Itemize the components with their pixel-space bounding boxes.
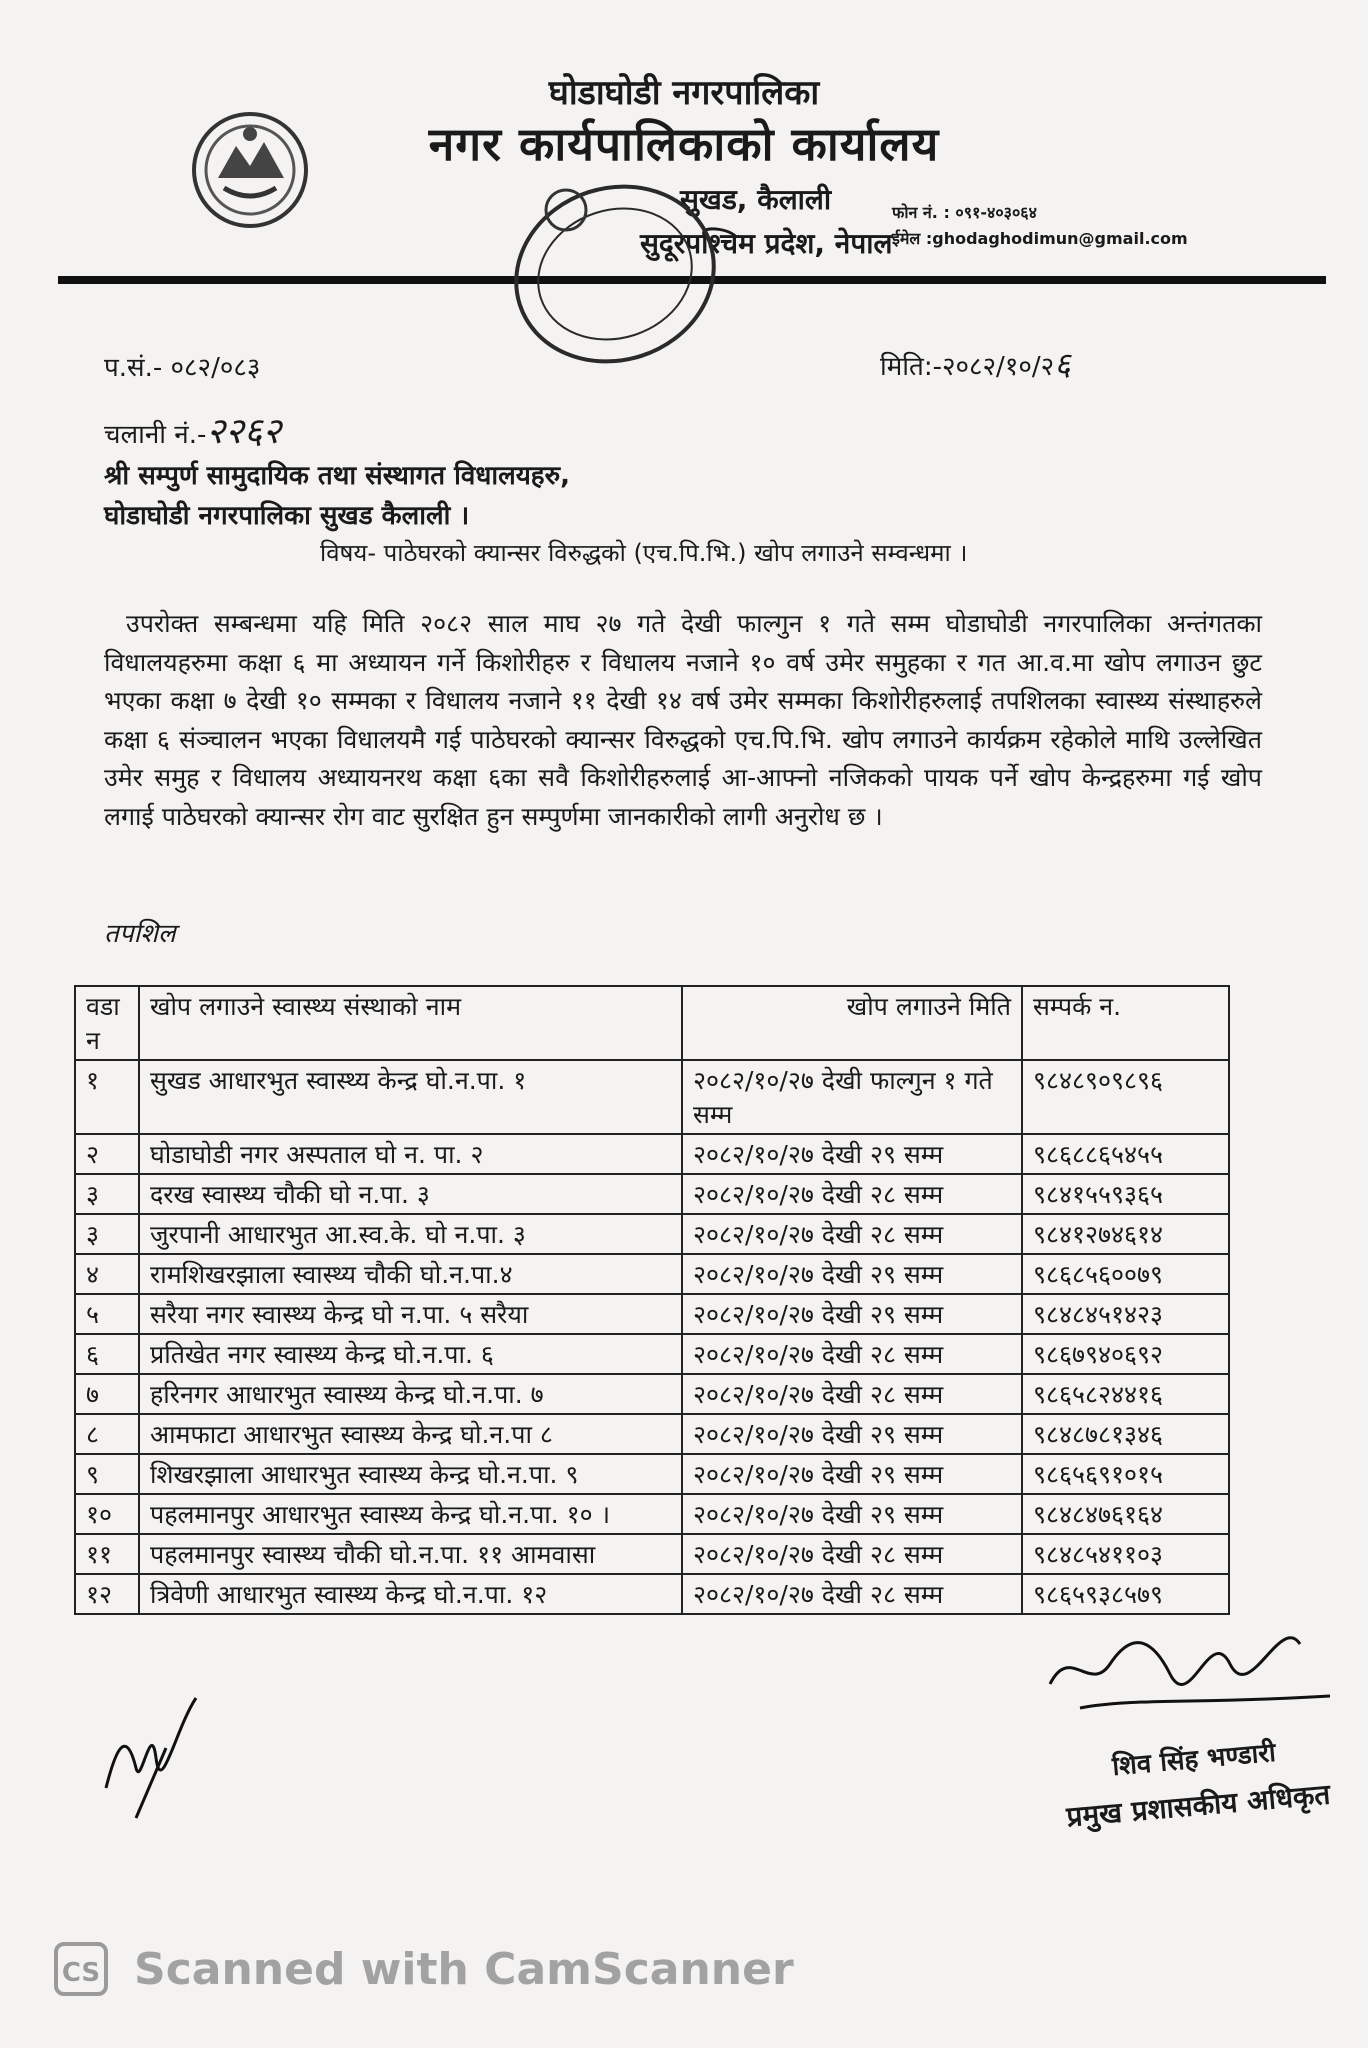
date-cell: २०८२/१०/२७ देखी २८ सम्म	[682, 1214, 1022, 1254]
table-row	[75, 1060, 1229, 1134]
header-contact: सम्पर्क न.	[1022, 986, 1229, 1060]
chalani-label: चलानी नं.-	[104, 420, 207, 450]
ward-cell: ९	[75, 1454, 139, 1494]
contact-cell: ९८६५९३८५७९	[1022, 1574, 1229, 1614]
office-name: नगर कार्यपालिकाको कार्यालय	[428, 117, 940, 171]
header-ward: वडा न	[75, 986, 139, 1060]
camscanner-watermark: Scanned with CamScanner	[134, 1944, 794, 1995]
institution-cell: आमफाटा आधारभुत स्वास्थ्य केन्द्र घो.न.पा ८	[139, 1414, 682, 1454]
ward-cell: १२	[75, 1574, 139, 1614]
initial-signature-icon	[96, 1688, 206, 1828]
contact-cell: ९८४८४५१४२३	[1022, 1294, 1229, 1334]
date-cell: २०८२/१०/२७ देखी २९ सम्म	[682, 1254, 1022, 1294]
contact-cell: ९८६५८२४४१६	[1022, 1374, 1229, 1414]
date-cell: २०८२/१०/२७ देखी फाल्गुन १ गते सम्म	[682, 1060, 1022, 1134]
date-cell: २०८२/१०/२७ देखी २९ सम्म	[682, 1294, 1022, 1334]
letter-date-day: ६	[1054, 345, 1071, 383]
institution-cell: त्रिवेणी आधारभुत स्वास्थ्य केन्द्र घो.न.पा. १२	[139, 1574, 682, 1614]
institution-cell: रामशिखरझाला स्वास्थ्य चौकी घो.न.पा.४	[139, 1254, 682, 1294]
ward-cell: ३	[75, 1174, 139, 1214]
ward-cell: ४	[75, 1254, 139, 1294]
table-row	[75, 1454, 1229, 1494]
chalani-number	[104, 405, 281, 454]
date-cell: २०८२/१०/२७ देखी २९ सम्म	[682, 1414, 1022, 1454]
office-stamp-icon	[500, 170, 730, 370]
ward-cell: ५	[75, 1294, 139, 1334]
camscanner-logo-icon: CS	[54, 1942, 108, 1996]
email-text: ईमेल :ghodaghodimun@gmail.com	[892, 229, 1188, 248]
institution-cell: सरैया नगर स्वास्थ्य केन्द्र घो न.पा. ५ सरैया	[139, 1294, 682, 1334]
ward-cell: २	[75, 1134, 139, 1174]
addressee-line-2: घोडाघोडी नगरपालिका सुखड कैलाली ।	[104, 501, 470, 531]
date-cell: २०८२/१०/२७ देखी २८ सम्म	[682, 1574, 1022, 1614]
date-cell: २०८२/१०/२७ देखी २८ सम्म	[682, 1334, 1022, 1374]
institution-cell: दरख स्वास्थ्य चौकी घो न.पा. ३	[139, 1174, 682, 1214]
ward-cell: ७	[75, 1374, 139, 1414]
letter-date	[880, 342, 1071, 385]
office-place: सुखड, कैलाली	[680, 183, 832, 216]
officer-signature-icon	[1040, 1604, 1340, 1724]
table-row	[75, 1174, 1229, 1214]
table-row	[75, 1414, 1229, 1454]
table-row	[75, 1134, 1229, 1174]
ward-cell: १०	[75, 1494, 139, 1534]
tapsil-heading: तपशिल	[104, 919, 176, 949]
date-cell: २०८२/१०/२७ देखी २८ सम्म	[682, 1374, 1022, 1414]
letter-body: उपरोक्त सम्बन्धमा यहि मिति २०८२ साल माघ २७ गते देखी फाल्गुन १ गते सम्म घोडाघोडी नगरपालिका अन्तंगतका विधालयहरुमा कक्षा ६ मा अध्यायन गर्ने किशोरीहरु र विधालय नजाने १० वर्ष उमेर समुहका र गत आ.व.मा खोप लगाउन छुट भएका कक्षा ७ देखी १० सम्मका र विधालय नजाने ११ देखी १४ वर्ष उमेर सम्मका किशोरीहरुलाई तपशिलका स्वास्थ्य संस्थाहरुले कक्षा ६ संञ्चालन भएका विधालयमै गई पाठेघरको क्यान्सर विरुद्धको एच.पि.भि. खोप लगाउने कार्यक्रम रहेकोले माथि उल्लेखित उमेर समुह र विधालय अध्यायनरथ कक्षा ६का सवै किशोरीहरुलाई आ-आफ्नो नजिकको पायक पर्ने खोप केन्द्रहरुमा गई खोप लगाई पाठेघरको क्यान्सर रोग वाट सुरक्षित हुन सम्पुर्णमा जानकारीको लागी अनुरोध छ ।	[104, 609, 1262, 831]
institution-cell: सुखड आधारभुत स्वास्थ्य केन्द्र घो.न.पा. १	[139, 1060, 682, 1134]
table-header-row	[75, 986, 1229, 1060]
institution-cell: प्रतिखेत नगर स्वास्थ्य केन्द्र घो.न.पा. ६	[139, 1334, 682, 1374]
contact-cell: ९८४८७८१३४६	[1022, 1414, 1229, 1454]
table-row	[75, 1334, 1229, 1374]
contact-cell: ९८६५६९१०१५	[1022, 1454, 1229, 1494]
date-cell: २०८२/१०/२७ देखी २८ सम्म	[682, 1174, 1022, 1214]
signatory-title: प्रमुख प्रशासकीय अधिकृत	[1065, 1777, 1332, 1834]
municipality-name: घोडाघोडी नगरपालिका	[548, 73, 820, 113]
contact-cell: ९८६७९४०६९२	[1022, 1334, 1229, 1374]
institution-cell: शिखरझाला आधारभुत स्वास्थ्य केन्द्र घो.न.पा. ९	[139, 1454, 682, 1494]
date-cell: २०८२/१०/२७ देखी २९ सम्म	[682, 1454, 1022, 1494]
institution-cell: पहलमानपुर स्वास्थ्य चौकी घो.न.पा. ११ आमवासा	[139, 1534, 682, 1574]
date-cell: २०८२/१०/२७ देखी २९ सम्म	[682, 1494, 1022, 1534]
addressee-line-1: श्री सम्पुर्ण सामुदायिक तथा संस्थागत विधालयहरु,	[104, 461, 571, 491]
ward-cell: १	[75, 1060, 139, 1134]
office-province: सुदूरपश्चिम प्रदेश, नेपाल	[640, 227, 893, 260]
table-row	[75, 1254, 1229, 1294]
institution-cell: हरिनगर आधारभुत स्वास्थ्य केन्द्र घो.न.पा. ७	[139, 1374, 682, 1414]
table-row	[75, 1534, 1229, 1574]
contact-cell: ९८४८५४११०३	[1022, 1534, 1229, 1574]
institution-cell: घोडाघोडी नगर अस्पताल घो न. पा. २	[139, 1134, 682, 1174]
institution-cell: जुरपानी आधारभुत आ.स्व.के. घो न.पा. ३	[139, 1214, 682, 1254]
header-date: खोप लगाउने मिति	[682, 986, 1022, 1060]
table-row	[75, 1374, 1229, 1414]
ward-cell: ८	[75, 1414, 139, 1454]
ward-cell: ३	[75, 1214, 139, 1254]
ward-cell: ११	[75, 1534, 139, 1574]
signatory-name: शिव सिंह भण्डारी	[1111, 1737, 1277, 1783]
contact-block	[892, 200, 1188, 252]
table-row	[75, 1214, 1229, 1254]
contact-cell: ९८४१५५९३६५	[1022, 1174, 1229, 1214]
contact-cell: ९८६८५६००७९	[1022, 1254, 1229, 1294]
letter-subject: विषय- पाठेघरको क्यान्सर विरुद्धको (एच.पि.भि.) खोप लगाउने सम्वन्धमा ।	[320, 539, 968, 567]
table-row	[75, 1294, 1229, 1334]
institution-cell: पहलमानपुर आधारभुत स्वास्थ्य केन्द्र घो.न.पा. १० ।	[139, 1494, 682, 1534]
header-institution: खोप लगाउने स्वास्थ्य संस्थाको नाम	[139, 986, 682, 1060]
date-cell: २०८२/१०/२७ देखी २९ सम्म	[682, 1134, 1022, 1174]
vaccination-centers-table	[74, 985, 1230, 1615]
letter-ps-number: प.सं.- ०८२/०८३	[104, 353, 261, 383]
letter-date-label: मिति:-२०८२/१०/२	[880, 352, 1055, 382]
contact-cell: ९८४८४७६१६४	[1022, 1494, 1229, 1534]
table-row	[75, 1494, 1229, 1534]
phone-text: फोन नं. : ०९१-४०३०६४	[892, 203, 1037, 222]
contact-cell: ९८४१२७४६१४	[1022, 1214, 1229, 1254]
contact-cell: ९८६८८६५४५५	[1022, 1134, 1229, 1174]
contact-cell: ९८४८९०९८९६	[1022, 1060, 1229, 1134]
ward-cell: ६	[75, 1334, 139, 1374]
chalani-value: २२६२	[206, 411, 282, 452]
date-cell: २०८२/१०/२७ देखी २८ सम्म	[682, 1534, 1022, 1574]
